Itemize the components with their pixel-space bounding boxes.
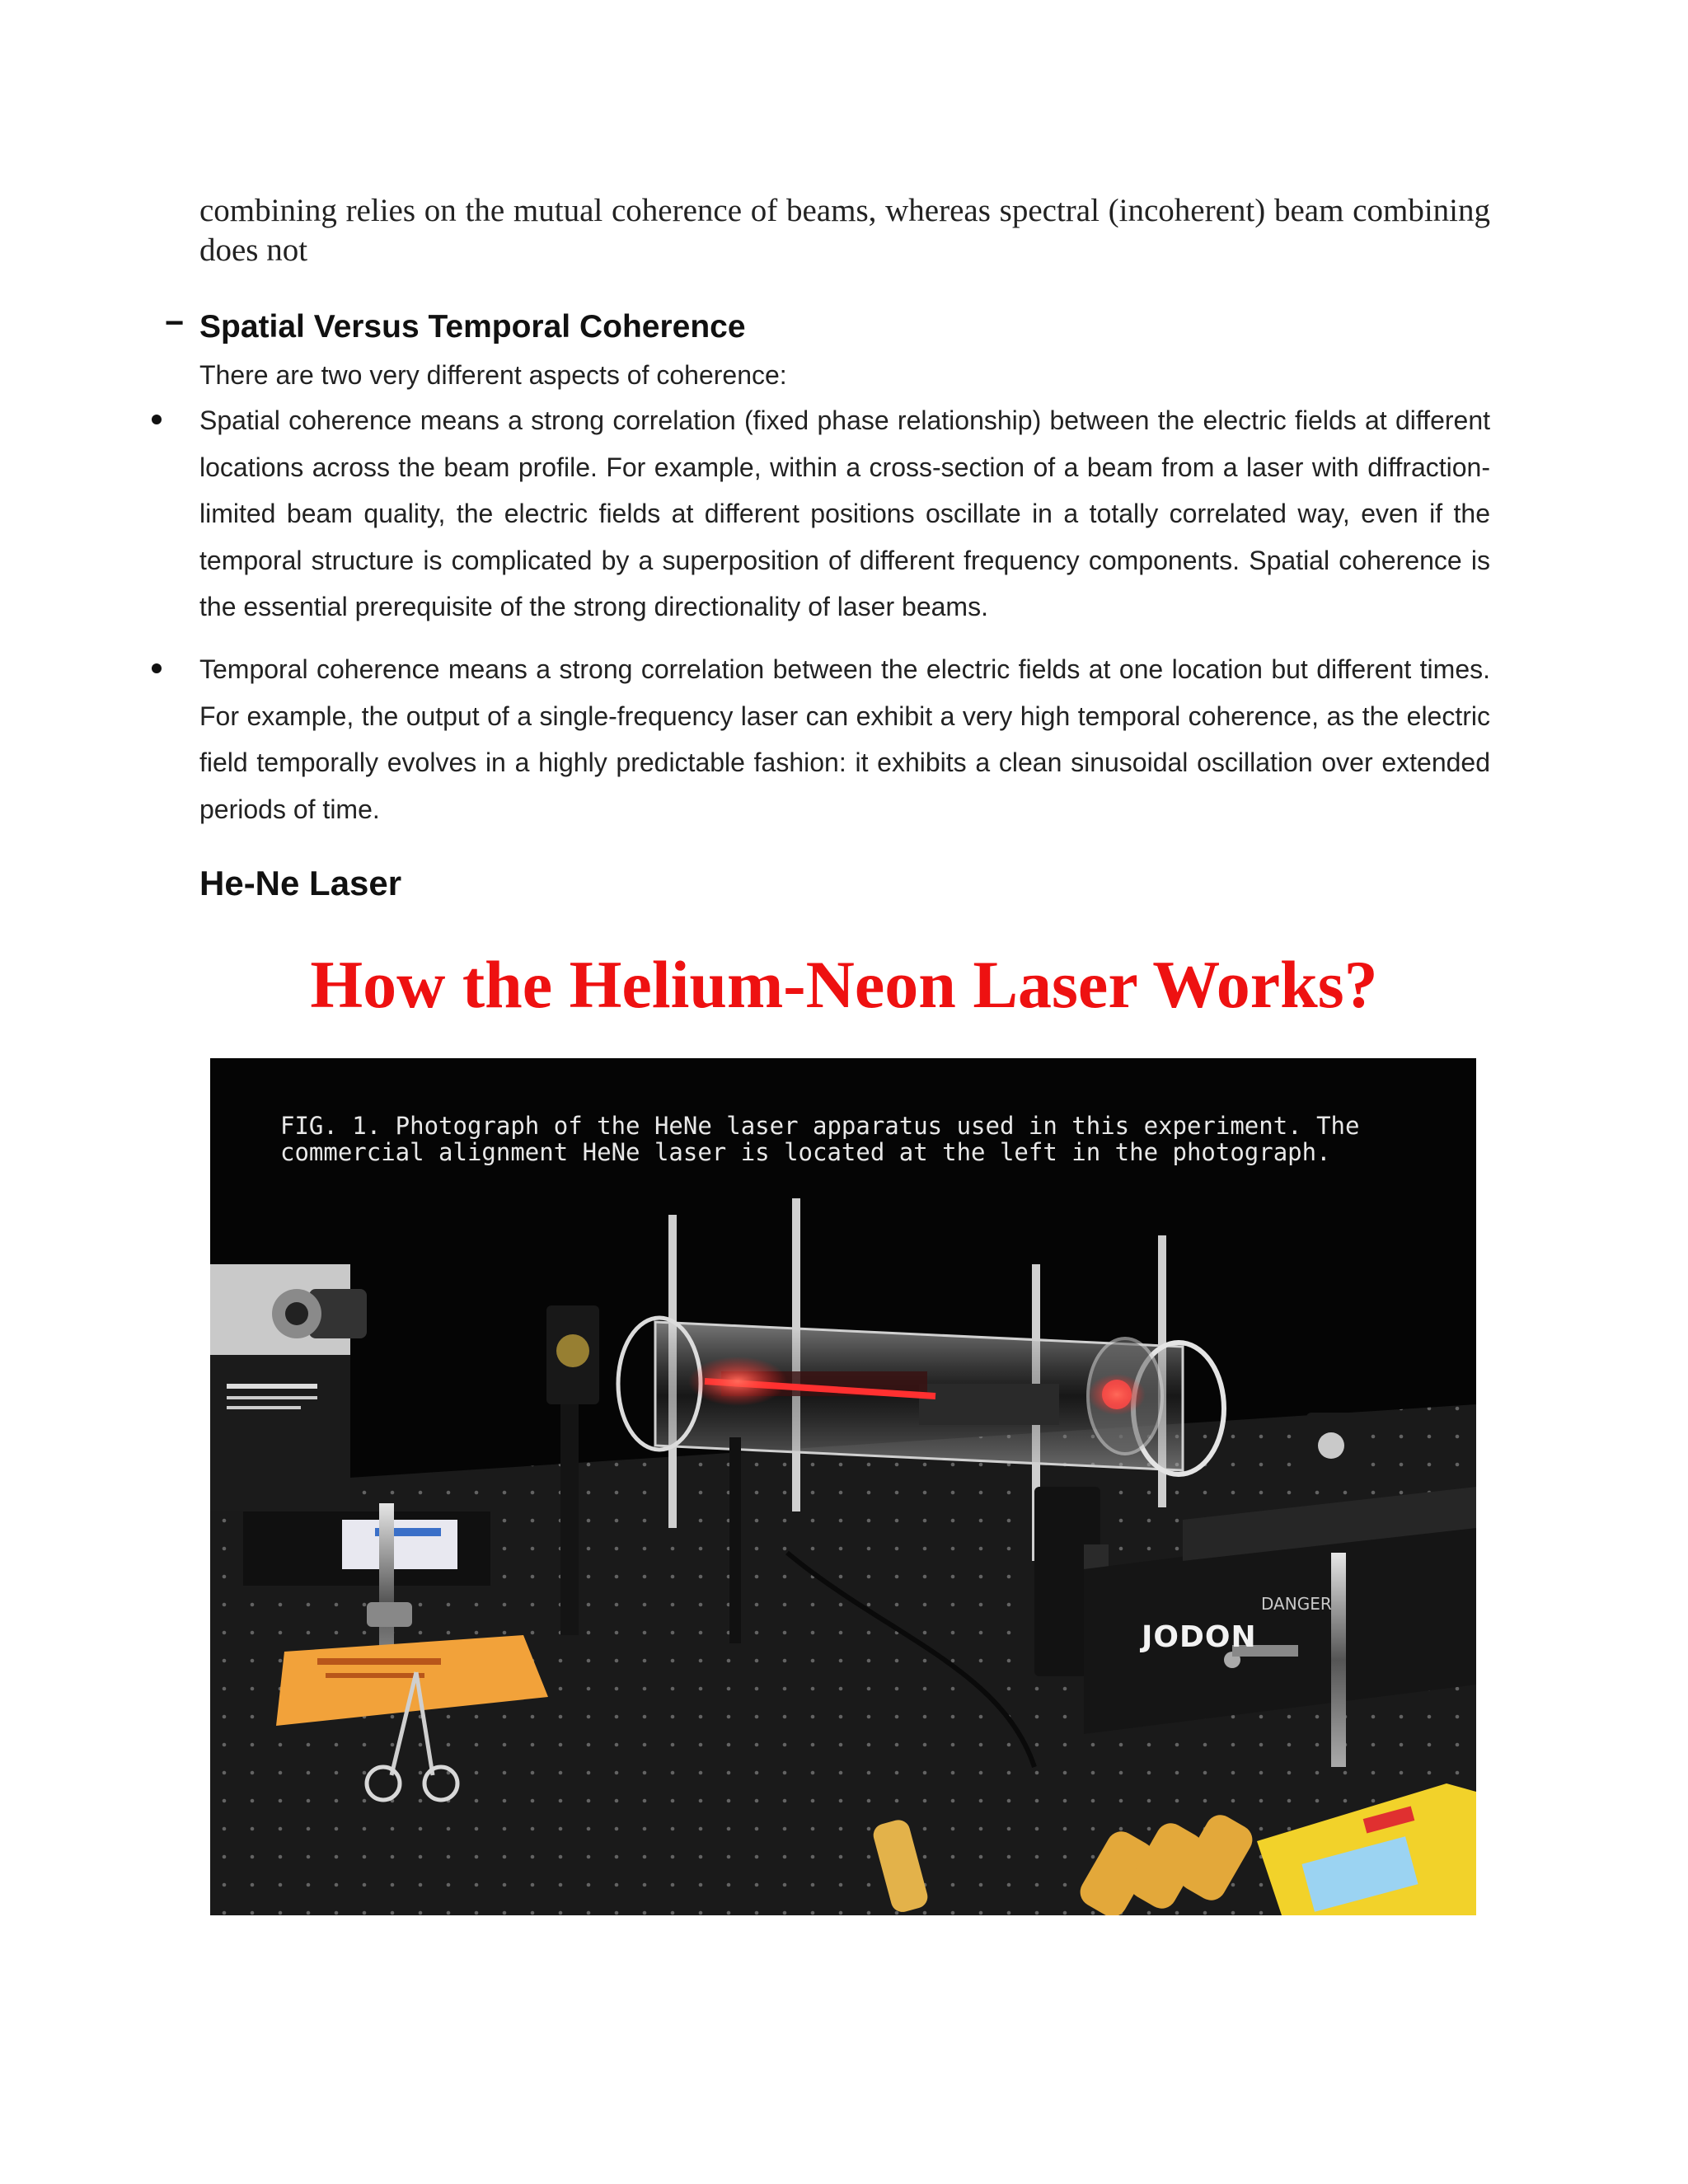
helium-neon-tube (618, 1318, 1224, 1474)
subsection-heading: Spatial Versus Temporal Coherence (199, 309, 746, 344)
jodon-label: JODON (1142, 1620, 1257, 1654)
bullet-dot (152, 663, 162, 673)
page-title: How the Helium-Neon Laser Works? (310, 947, 1378, 1022)
bullet-dot (152, 415, 162, 424)
bullet-spatial-coherence: Spatial coherence means a strong correlation (fixed phase relationship) between the electric fields at different locations across the beam profile. For example, within a cross-section of a beam from a laser with diffraction-limited beam quality, the electric fields at different positions oscillate in a totally correlated way, even if the temporal structure is complicated by a superposition of different frequency components. Spatial coherence is the essential prerequisite of the strong directionality of laser beams. (199, 405, 1490, 621)
section-title: He-Ne Laser (199, 864, 402, 902)
intro-paragraph: combining relies on the mutual coherence of beams, whereas spectral (incoherent) beam combining does not (199, 193, 1490, 268)
subsection-intro: There are two very different aspects of coherence: (199, 360, 787, 390)
figure-caption: FIG. 1. Photograph of the HeNe laser apparatus used in this experiment. The commercial alignment HeNe laser is located at the left in the photograph. (280, 1112, 1360, 1166)
dash-marker: − (165, 305, 185, 341)
photo-illustration (210, 1058, 1476, 1915)
danger-label: DANGER (1261, 1594, 1332, 1614)
bullet-temporal-coherence: Temporal coherence means a strong correlation between the electric fields at one location but different times. For example, the output of a single-frequency laser can exhibit a very high temporal coherence, as the electric field temporally evolves in a highly predictable fashion: it exhibits a clean sinusoidal oscillation over extended periods of time. (199, 654, 1490, 824)
laser-apparatus-photo (210, 1058, 1476, 1915)
